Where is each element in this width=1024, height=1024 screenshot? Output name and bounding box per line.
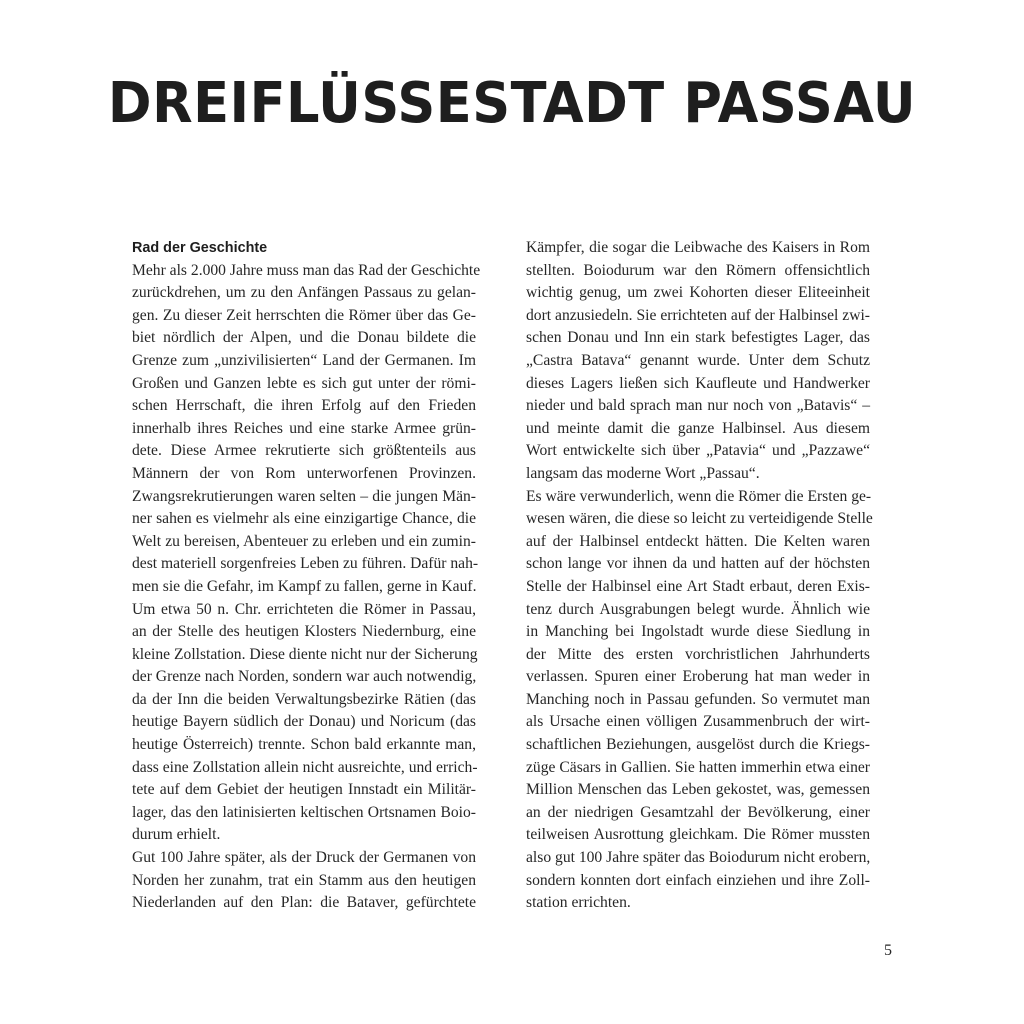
text-line: kleine Zollstation. Diese diente nicht nur der Sicherung xyxy=(132,645,478,663)
text-line: Welt zu bereisen, Abenteuer zu erleben und ein zumin- xyxy=(132,532,476,550)
text-line: Norden her zunahm, trat ein Stamm aus den heutigen xyxy=(132,871,476,889)
text-line: tenz durch Ausgrabungen belegt wurde. Ähnlich wie xyxy=(526,600,870,618)
text-line: Zwangsrekrutierungen waren selten – die jungen Män- xyxy=(132,487,476,505)
text-line: Männern der von Rom unterworfenen Provinzen. xyxy=(132,464,476,482)
text-line: station errichten. xyxy=(526,894,631,912)
text-line: dass eine Zollstation allein nicht ausreichte, und errich- xyxy=(132,758,478,776)
text-line: zurückdrehen, um zu den Anfängen Passaus zu gelan- xyxy=(132,284,476,302)
text-line: Niederlanden auf den Plan: die Bataver, gefürchtete xyxy=(132,894,476,912)
text-line: Mehr als 2.000 Jahre muss man das Rad der Geschichte xyxy=(132,261,481,279)
text-line: biet nördlich der Alpen, und die Donau bildete die xyxy=(132,329,476,347)
text-line: auf der Halbinsel entdeckt hätten. Die Kelten waren xyxy=(526,532,870,550)
text-line: sondern konnten dort einfach einziehen und ihre Zoll- xyxy=(526,871,870,889)
left-text-column xyxy=(132,237,481,915)
text-line: züge Cäsars in Gallien. Sie hatten immerhin etwa einer xyxy=(526,758,870,776)
text-line: „Castra Batava“ genannt wurde. Unter dem Schutz xyxy=(526,351,870,369)
text-line: und meinte damit die ganze Halbinsel. Aus diesem xyxy=(526,419,870,437)
text-line: also gut 100 Jahre später das Boiodurum nicht erobern, xyxy=(526,849,871,867)
text-line: durum erhielt. xyxy=(132,826,221,844)
text-line: langsam das moderne Wort „Passau“. xyxy=(526,464,760,482)
text-line: dest materiell sorgenfreies Leben zu führen. Dafür nah- xyxy=(132,555,479,573)
text-line: schen Donau und Inn ein stark befestigtes Lager, das xyxy=(526,329,870,347)
section-heading: Rad der Geschichte xyxy=(132,240,268,256)
right-text-column xyxy=(526,237,873,915)
text-line: Stelle der Halbinsel eine Art Stadt erbaut, deren Exis- xyxy=(526,577,870,595)
text-line: da der Inn die beiden Verwaltungsbezirke Rätien (das xyxy=(132,690,476,708)
text-line: Gut 100 Jahre später, als der Druck der Germanen von xyxy=(132,849,476,867)
text-line: verlassen. Spuren einer Eroberung hat man weder in xyxy=(526,668,870,686)
text-line: Großen und Ganzen lebte es sich gut unter der römi- xyxy=(132,374,476,392)
text-line: wesen wären, die diese so leicht zu verteidigende Stelle xyxy=(526,510,873,528)
text-line: an der Stelle des heutigen Klosters Niedernburg, eine xyxy=(132,623,476,641)
text-line: innerhalb ihres Reiches und eine starke Armee grün- xyxy=(132,419,476,437)
text-line: schaftlichen Beziehungen, ausgelöst durch die Kriegs- xyxy=(526,736,870,754)
text-line: teilweisen Ausrottung gleichkam. Die Römer mussten xyxy=(526,826,870,844)
text-line: schen Herrschaft, die ihren Erfolg auf den Frieden xyxy=(132,397,476,415)
text-line: der Mitte des ersten vorchristlichen Jahrhunderts xyxy=(526,645,870,663)
text-line: Million Menschen das Leben gekostet, was, gemessen xyxy=(526,781,870,799)
text-line: Es wäre verwunderlich, wenn die Römer die Ersten ge- xyxy=(526,487,872,505)
text-line: stellten. Boiodurum war den Römern offensichtlich xyxy=(526,261,870,279)
text-line: tete auf dem Gebiet der heutigen Innstadt ein Militär- xyxy=(132,781,476,799)
text-line: dete. Diese Armee rekrutierte sich größtenteils aus xyxy=(132,442,476,460)
text-line: Kämpfer, die sogar die Leibwache des Kaisers in Rom xyxy=(526,239,870,256)
text-line: als Ursache einen völligen Zusammenbruch der wirt- xyxy=(526,713,870,731)
text-line: heutige Österreich) trennte. Schon bald erkannte man, xyxy=(132,736,476,754)
page-number: 5 xyxy=(884,942,892,959)
text-line: in Manching bei Ingolstadt wurde diese Siedlung in xyxy=(526,623,870,641)
text-line: der Grenze nach Norden, sondern war auch notwendig, xyxy=(132,668,477,686)
text-line: wichtig genug, um zwei Kohorten dieser Eliteeinheit xyxy=(526,284,870,302)
text-line: schon lange vor ihnen da und hatten auf der höchsten xyxy=(526,555,870,573)
text-line: an der niedrigen Gesamtzahl der Bevölkerung, einer xyxy=(526,803,870,821)
text-line: lager, das den latinisierten keltischen Ortsnamen Boio- xyxy=(132,803,476,821)
text-line: ner sahen es vielmehr als eine einzigartige Chance, die xyxy=(132,510,476,528)
text-line: Grenze zum „unzivilisierten“ Land der Germanen. Im xyxy=(132,351,476,369)
text-line: heutige Bayern südlich der Donau) und Noricum (das xyxy=(132,713,476,731)
text-line: dort anzusiedeln. Sie errichteten auf der Halbinsel zwi- xyxy=(526,306,870,324)
text-line: men sie die Gefahr, im Kampf zu fallen, gerne in Kauf. xyxy=(132,577,477,595)
text-line: dieses Lagers ließen sich Kaufleute und Handwerker xyxy=(526,374,870,392)
page-title: DREIFLÜSSESTADT PASSAU xyxy=(107,71,917,136)
text-line: gen. Zu dieser Zeit herrschten die Römer über das Ge- xyxy=(132,306,476,324)
text-line: Um etwa 50 n. Chr. errichteten die Römer in Passau, xyxy=(132,600,476,618)
text-line: nieder und bald sprach man nur noch von „Batavis“ – xyxy=(526,397,870,415)
text-line: Manching noch in Passau gefunden. So vermutet man xyxy=(526,690,870,708)
text-line: Wort entwickelte sich über „Patavia“ und „Pazzawe“ xyxy=(526,442,870,460)
